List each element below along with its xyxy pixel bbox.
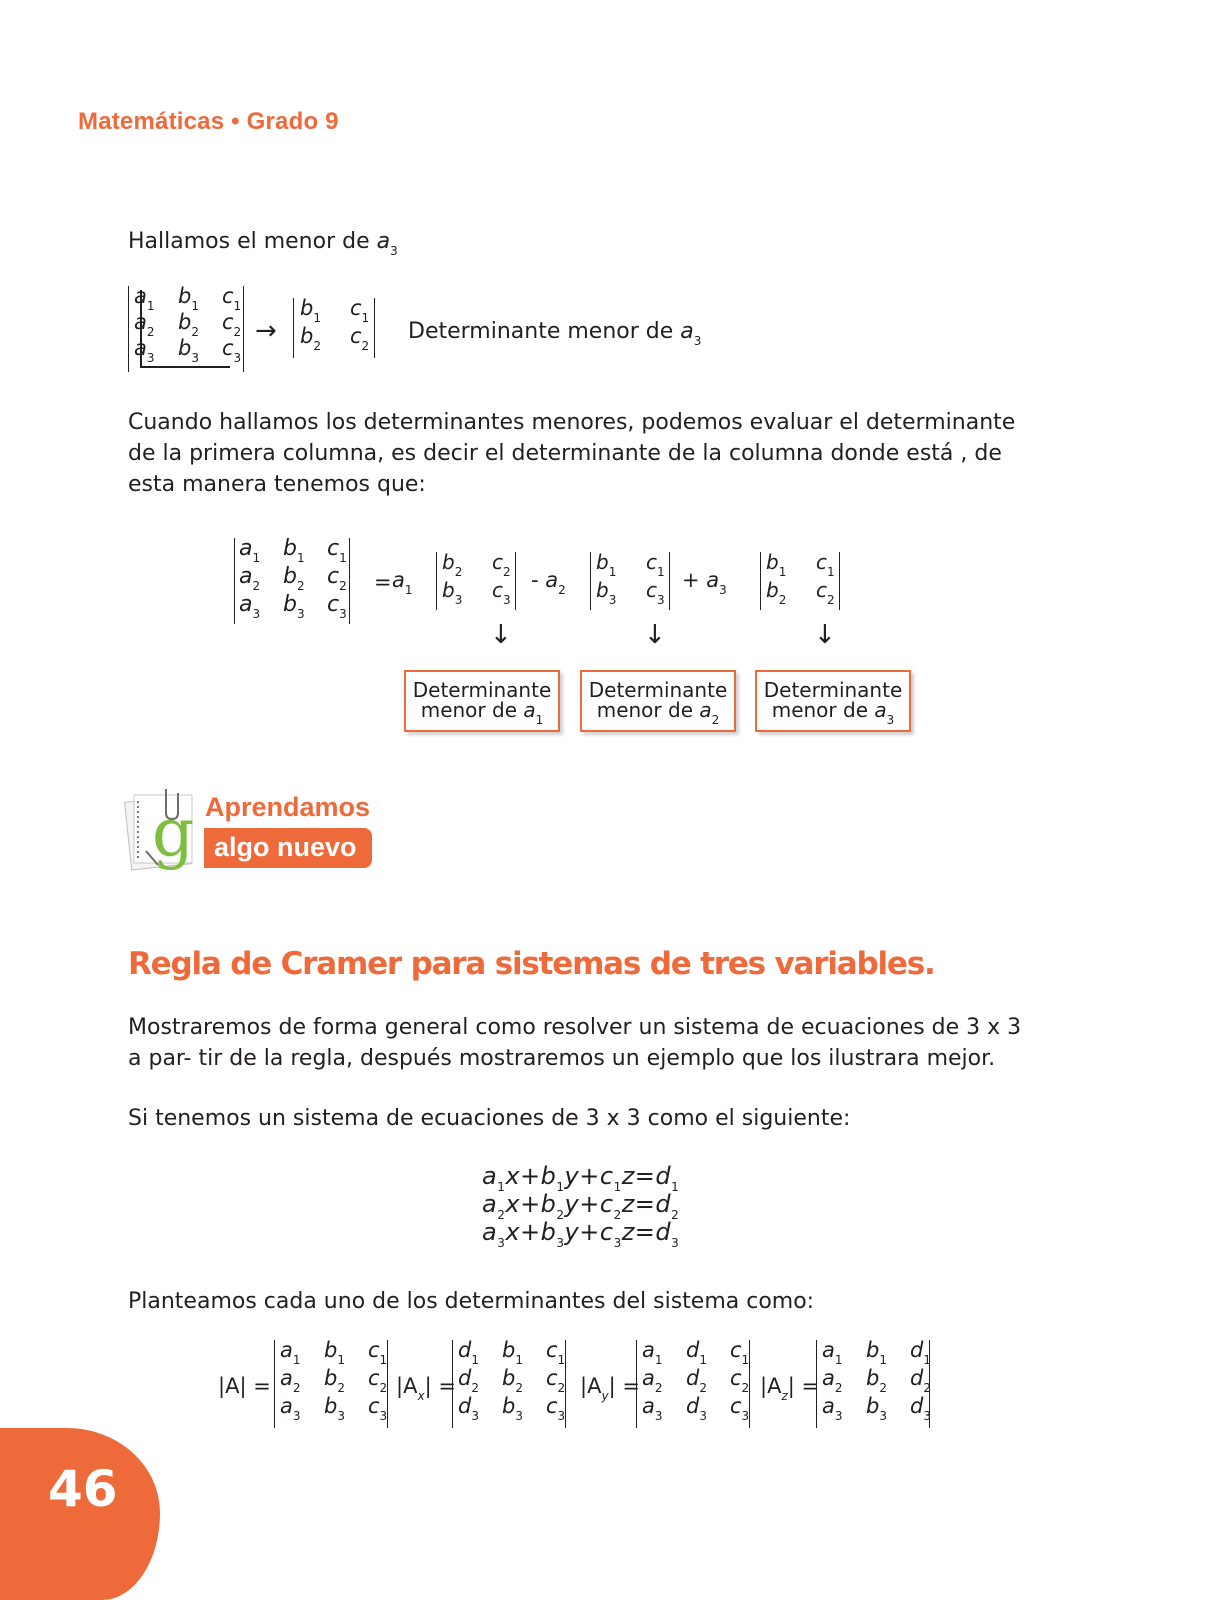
g-notebook-icon	[118, 785, 208, 877]
cramer-cell: $a_3$	[642, 1394, 663, 1423]
minor-label-box	[580, 670, 736, 732]
expansion-minor-cell: $b_1$	[766, 550, 787, 579]
cramer-cell: $d_2$	[458, 1366, 479, 1395]
cramer-cell: $c_1$	[546, 1338, 566, 1367]
expansion-coefficient: + $a_3$	[682, 568, 727, 597]
page-number: 46	[48, 1460, 118, 1518]
expansion-main-cell: $c_2$	[327, 564, 347, 593]
down-arrow-icon: ↓	[644, 620, 666, 650]
expansion-minor-cell: $b_3$	[442, 578, 463, 607]
cramer-cell: $b_3$	[866, 1394, 887, 1423]
box-line-1: Determinante	[763, 678, 903, 702]
expansion-minor-cell: $c_3$	[646, 578, 665, 607]
cramer-cell: $d_3$	[458, 1394, 479, 1423]
cramer-cell: $a_2$	[822, 1366, 843, 1395]
minor-label-box	[404, 670, 560, 732]
expansion-main-cell: $a_3$	[239, 592, 261, 621]
expansion-main-cell: $c_1$	[327, 536, 347, 565]
down-arrow-icon: ↓	[814, 620, 836, 650]
expansion-coefficient: - $a_2$	[531, 568, 566, 597]
small-det-cell: $b_1$	[300, 296, 321, 325]
box-line-2: menor de $a_2$	[596, 698, 720, 727]
cramer-cell: $c_3$	[730, 1394, 750, 1423]
cramer-cell: $c_3$	[368, 1394, 388, 1423]
big-det-cell: $b_1$	[178, 284, 199, 313]
paragraph-2-text: Mostraremos de forma general como resolver un sistema de ecuaciones de 3 x 3 a par- tir de la regla, después mostraremos un ejemplo que los ilustrara mejor.	[128, 1015, 1022, 1071]
minor-label-box	[755, 670, 911, 732]
arrow-right-icon: →	[255, 316, 277, 346]
expansion-minor-cell: $b_1$	[596, 550, 617, 579]
down-arrow-icon: ↓	[490, 620, 512, 650]
big-det-cell: $b_2$	[178, 310, 199, 339]
expansion-minor-cell: $c_1$	[816, 550, 835, 579]
running-header	[78, 108, 339, 136]
big-det-cell: $a_3$	[134, 336, 155, 365]
determinant-label: $|A_z|$ =	[760, 1374, 820, 1403]
cramer-cell: $b_1$	[324, 1338, 345, 1367]
big-det-cell: $b_3$	[178, 336, 199, 365]
big-det-cell: $c_2$	[222, 310, 242, 339]
minor-label	[408, 316, 701, 350]
paragraph-3: Si tenemos un sistema de ecuaciones de 3 x 3 como el siguiente:	[128, 1106, 851, 1131]
big-det-cell: $c_3$	[222, 336, 242, 365]
cramer-cell: $b_2$	[502, 1366, 523, 1395]
expansion-minor-cell: $c_3$	[492, 578, 511, 607]
expansion-main-cell: $b_2$	[283, 564, 305, 593]
expansion-minor-cell: $b_3$	[596, 578, 617, 607]
intro-sub: 3	[390, 244, 398, 258]
cramer-cell: $b_2$	[324, 1366, 345, 1395]
cramer-cell: $b_1$	[502, 1338, 523, 1367]
cramer-cell: $c_2$	[730, 1366, 750, 1395]
expansion-main-cell: $a_2$	[239, 564, 261, 593]
expansion-minor-cell: $c_1$	[646, 550, 665, 579]
expansion-main-cell: $b_3$	[283, 592, 305, 621]
box-line-2: menor de $a_1$	[420, 698, 544, 727]
expansion-minor-cell: $b_2$	[442, 550, 463, 579]
big-det-cell: $a_2$	[134, 310, 155, 339]
intro-var: a	[376, 229, 391, 254]
equation-row: $a_3x+b_3y+c_3z=d_3$	[482, 1218, 680, 1250]
equation-row: $a_1x+b_1y+c_1z=d_1$	[482, 1162, 680, 1194]
small-det-cell: $b_2$	[300, 324, 321, 353]
cramer-cell: $a_1$	[642, 1338, 663, 1367]
paragraph-1: Cuando hallamos los determinantes menores, podemos evaluar el determinante de la primera columna, es decir el determinante de la columna donde está , de esta manera tenemos que:	[128, 410, 1016, 497]
header-grade: Grado 9	[246, 108, 339, 135]
expansion-coefficient: $a_1$	[392, 568, 413, 597]
paragraph-2	[128, 1012, 1028, 1074]
big-det-cell: $c_1$	[222, 284, 242, 313]
cramer-cell: $c_2$	[368, 1366, 388, 1395]
cramer-cell: $d_3$	[686, 1394, 707, 1423]
cramer-cell: $d_2$	[910, 1366, 931, 1395]
equals-symbol: =	[374, 570, 392, 594]
badge-line-2: algo nuevo	[204, 828, 372, 868]
cramer-cell: $a_3$	[280, 1394, 301, 1423]
expansion-main-cell: $c_3$	[327, 592, 347, 621]
determinant-label: $|A_x|$ =	[396, 1374, 456, 1403]
cramer-cell: $c_3$	[546, 1394, 566, 1423]
expansion-minor-cell: $b_2$	[766, 578, 787, 607]
cramer-cell: $b_3$	[502, 1394, 523, 1423]
cramer-cell: $b_1$	[866, 1338, 887, 1367]
cramer-cell: $c_1$	[368, 1338, 388, 1367]
cramer-cell: $b_3$	[324, 1394, 345, 1423]
cramer-cell: $d_1$	[910, 1338, 931, 1367]
expansion-minor-cell: $c_2$	[816, 578, 835, 607]
big-det-cell: $a_1$	[134, 284, 155, 313]
cramer-cell: $a_2$	[280, 1366, 301, 1395]
expansion-main-cell: $a_1$	[239, 536, 261, 565]
small-det-cell: $c_1$	[350, 296, 370, 325]
cramer-cell: $a_1$	[280, 1338, 301, 1367]
box-line-1: Determinante	[588, 678, 728, 702]
cramer-cell: $a_2$	[642, 1366, 663, 1395]
cramer-cell: $c_2$	[546, 1366, 566, 1395]
minor-label-text: Determinante menor de	[408, 319, 674, 344]
determinant-label: |A| =	[218, 1374, 271, 1398]
equation-row: $a_2x+b_2y+c_2z=d_2$	[482, 1190, 680, 1222]
cramer-cell: $c_1$	[730, 1338, 750, 1367]
cramer-cell: $d_3$	[910, 1394, 931, 1423]
small-det-cell: $c_2$	[350, 324, 370, 353]
cramer-cell: $a_3$	[822, 1394, 843, 1423]
minor-label-var: a	[680, 319, 694, 344]
header-subject: Matemáticas	[78, 108, 225, 135]
paragraph-4: Planteamos cada uno de los determinantes del sistema como:	[128, 1289, 815, 1314]
expansion-main-cell: $b_1$	[283, 536, 305, 565]
box-line-2: menor de $a_3$	[771, 698, 895, 727]
svg-text:g: g	[152, 794, 195, 871]
badge-line-1: Aprendamos	[205, 792, 371, 822]
expansion-minor-cell: $c_2$	[492, 550, 511, 579]
header-bullet: •	[231, 108, 240, 135]
cramer-cell: $a_1$	[822, 1338, 843, 1367]
determinant-label: $|A_y|$ =	[580, 1374, 640, 1403]
strike-horizontal	[140, 366, 230, 368]
intro-text: Hallamos el menor de	[128, 229, 370, 254]
section-title: Regla de Cramer para sistemas de tres variables.	[128, 946, 935, 982]
cramer-cell: $d_1$	[686, 1338, 707, 1367]
intro-line	[128, 226, 398, 260]
minor-label-sub: 3	[693, 334, 702, 348]
cramer-cell: $d_1$	[458, 1338, 479, 1367]
equals-sign	[374, 570, 392, 594]
cramer-cell: $d_2$	[686, 1366, 707, 1395]
box-line-1: Determinante	[412, 678, 552, 702]
cramer-cell: $b_2$	[866, 1366, 887, 1395]
